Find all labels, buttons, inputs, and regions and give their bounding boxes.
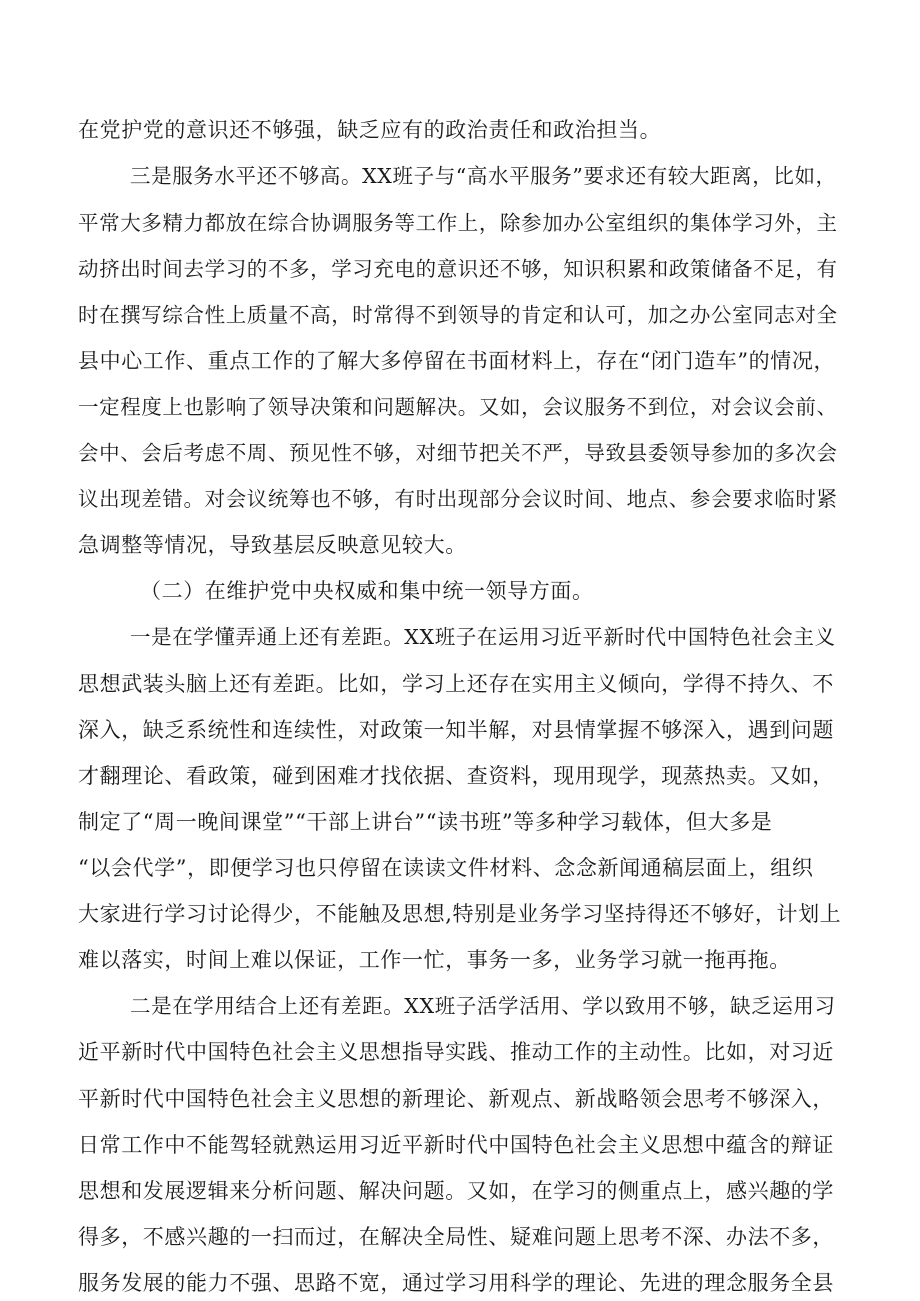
text-line: 急调整等情况，导致基层反映意见较大。	[78, 533, 467, 557]
paragraph-start-line: 二是在学用结合上还有差距。XX班子活学活用、学以致用不够，缺乏运用习	[130, 994, 836, 1018]
section-heading: （二）在维护党中央权威和集中统一领导方面。	[140, 579, 594, 603]
text-line: 思想武装头脑上还有差距。比如，学习上还存在实用主义倾向，学得不持久、不	[78, 672, 834, 696]
text-line: 大家进行学习讨论得少，不能触及思想,特别是业务学习坚持得还不够好，计划上	[78, 902, 842, 926]
text-line: 在党护党的意识还不够强，缺乏应有的政治责任和政治担当。	[78, 118, 662, 142]
text-line: 思想和发展逻辑来分析问题、解决问题。又如，在学习的侧重点上，感兴趣的学	[78, 1179, 834, 1203]
text-line: “以会代学”，即便学习也只停留在读读文件材料、念念新闻通稿层面上，组织	[78, 856, 814, 880]
text-line: 日常工作中不能驾轻就熟运用习近平新时代中国特色社会主义思想中蕴含的辩证	[78, 1133, 834, 1157]
text-line: 时在撰写综合性上质量不高，时常得不到领导的肯定和认可，加之办公室同志对全	[78, 303, 838, 327]
text-line: 近平新时代中国特色社会主义思想指导实践、推动工作的主动性。比如，对习近	[78, 1040, 834, 1064]
paragraph-start-line: 三是服务水平还不够高。XX班子与“高水平服务”要求还有较大距离，比如，	[130, 164, 837, 188]
text-line: 会中、会后考虑不周、预见性不够，对细节把关不严，导致县委领导参加的多次会	[78, 441, 838, 465]
text-line: 县中心工作、重点工作的了解大多停留在书面材料上，存在“闭门造车”的情况，	[78, 349, 836, 373]
text-line: 得多，不感兴趣的一扫而过，在解决全局性、疑难问题上思考不深、办法不多，	[78, 1225, 834, 1249]
text-line: 议出现差错。对会议统筹也不够，有时出现部分会议时间、地点、参会要求临时紧	[78, 487, 838, 511]
text-line: 动挤出时间去学习的不多，学习充电的意识还不够，知识积累和政策储备不足，有	[78, 257, 838, 281]
text-line: 服务发展的能力不强、思路不宽，通过学习用科学的理论、先进的理念服务全县	[78, 1271, 834, 1295]
text-line: 一定程度上也影响了领导决策和问题解决。又如，会议服务不到位，对会议会前、	[78, 395, 838, 419]
text-line: 才翻理论、看政策，碰到困难才找依据、查资料，现用现学，现蒸热卖。又如，	[78, 764, 834, 788]
paragraph-start-line: 一是在学懂弄通上还有差距。XX班子在运用习近平新时代中国特色社会主义	[130, 625, 836, 649]
text-line: 平新时代中国特色社会主义思想的新理论、新观点、新战略领会思考不够深入，	[78, 1087, 834, 1111]
text-line: 制定了“周一晚间课堂”“干部上讲台”“读书班”等多种学习载体，但大多是	[78, 810, 773, 834]
text-line: 深入，缺乏系统性和连续性，对政策一知半解，对县情掌握不够深入，遇到问题	[78, 718, 834, 742]
text-line: 难以落实，时间上难以保证，工作一忙，事务一多，业务学习就一拖再拖。	[78, 948, 791, 972]
text-line: 平常大多精力都放在综合协调服务等工作上，除参加办公室组织的集体学习外，主	[78, 211, 838, 235]
